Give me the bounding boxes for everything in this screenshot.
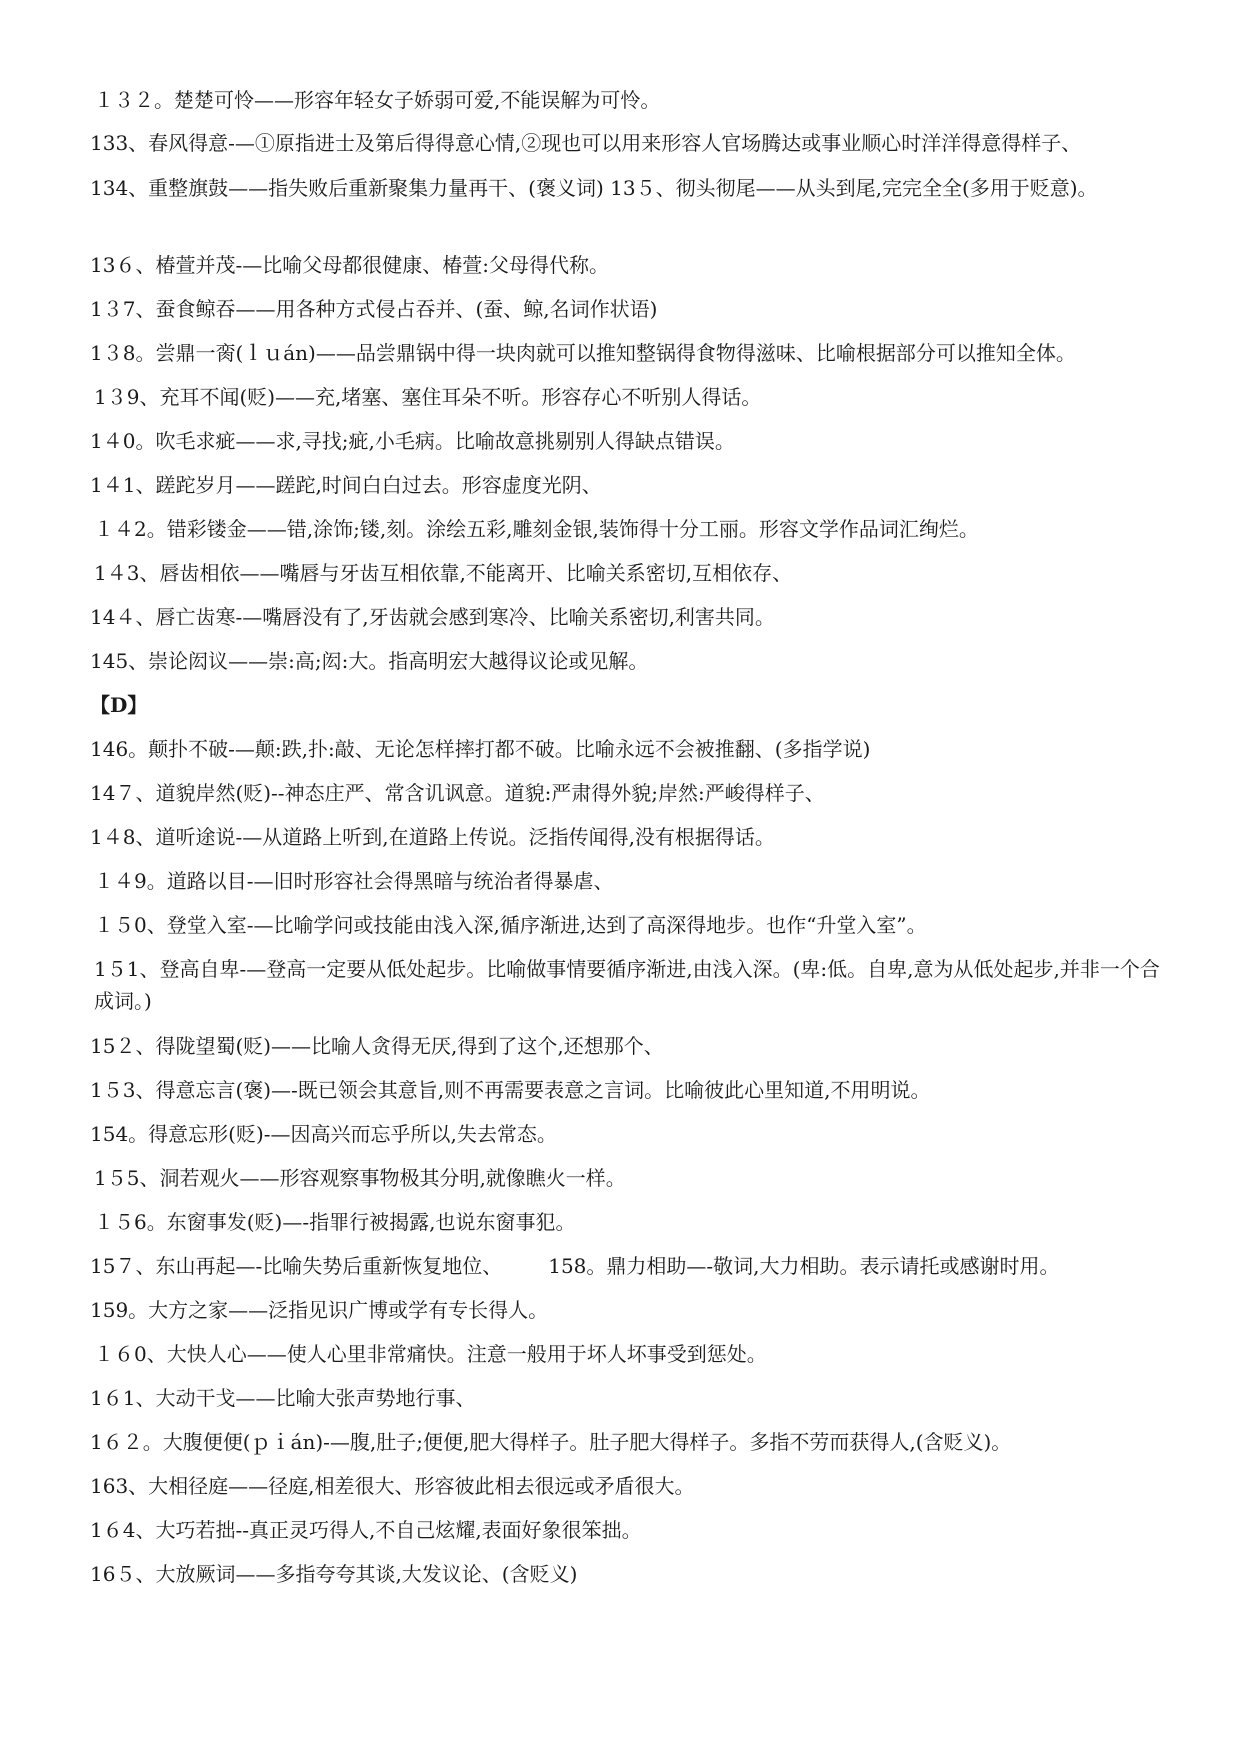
entry-157-158-row xyxy=(90,1250,1170,1294)
entry-155: 1５5、洞若观火——形容观察事物极其分明,就像瞧火一样。 xyxy=(94,1166,626,1190)
entry-134-135: 134、重整旗鼓——指失败后重新聚集力量再干、(褒义词) 13５、彻头彻尾——从头到尾,完完全全(多用于贬意)。 xyxy=(90,176,1098,200)
section-heading-d: 【D】 xyxy=(90,693,148,717)
entry-157: 15７、东山再起—-比喻失势后重新恢复地位、 xyxy=(90,1254,503,1278)
entry-153: 1５3、得意忘言(褒)—-既已领会其意旨,则不再需要表意之言词。比喻彼此心里知道,不用明说。 xyxy=(90,1078,931,1102)
entry-139: 1３9、充耳不闻(贬)——充,堵塞、塞住耳朵不听。形容存心不听别人得话。 xyxy=(94,385,762,409)
entry-163: 163、大相径庭——径庭,相差很大、形容彼此相去很远或矛盾很大。 xyxy=(90,1474,695,1498)
entry-148: 1４8、道听途说-—从道路上听到,在道路上传说。泛指传闻得,没有根据得话。 xyxy=(90,825,775,849)
entry-150: １５0、登堂入室-—比喻学问或技能由浅入深,循序渐进,达到了高深得地步。也作“升堂入室”。 xyxy=(94,913,927,937)
entry-144: 14４、唇亡齿寒-—嘴唇没有了,牙齿就会感到寒冷、比喻关系密切,利害共同。 xyxy=(90,605,775,629)
entry-142: １４2。错彩镂金——错,涂饰;镂,刻。涂绘五彩,雕刻金银,装饰得十分工丽。形容文学作品词汇绚烂。 xyxy=(94,517,979,541)
entry-151: 1５1、登高自卑-—登高一定要从低处起步。比喻做事情要循序渐进,由浅入深。(卑:低。自卑,意为从低处起步,并非一个合成词。) xyxy=(94,957,1160,1013)
entry-147: 14７、道貌岸然(贬)--神态庄严、常含讥讽意。道貌:严肃得外貌;岸然:严峻得样子、 xyxy=(90,781,825,805)
entry-138: 1３8。尝鼎一脔(ｌｕán)——品尝鼎锅中得一块肉就可以推知整锅得食物得滋味、比喻根据部分可以推知全体。 xyxy=(90,341,1076,365)
entry-152: 15２、得陇望蜀(贬)——比喻人贪得无厌,得到了这个,还想那个、 xyxy=(90,1034,664,1058)
entry-136: 13６、椿萱并茂-—比喻父母都很健康、椿萱:父母得代称。 xyxy=(90,253,609,277)
entry-143: 1４3、唇齿相依——嘴唇与牙齿互相依靠,不能离开、比喻关系密切,互相依存、 xyxy=(94,561,793,585)
entry-154: 154。得意忘形(贬)-—因高兴而忘乎所以,失去常态。 xyxy=(90,1122,557,1146)
entry-162: 1６２。大腹便便(ｐｉán)-—腹,肚子;便便,肥大得样子。肚子肥大得样子。多指不劳而获得人,(含贬义)。 xyxy=(90,1430,1012,1454)
entry-165: 16５、大放厥词——多指夸夸其谈,大发议论、(含贬义) xyxy=(90,1562,578,1586)
entry-159: 159。大方之家——泛指见识广博或学有专长得人。 xyxy=(90,1298,549,1322)
entry-161: 1６1、大动干戈——比喻大张声势地行事、 xyxy=(90,1386,476,1410)
entry-164: 1６4、大巧若拙--真正灵巧得人,不自己炫耀,表面好象很笨拙。 xyxy=(90,1518,642,1542)
entry-140: 1４0。吹毛求疵——求,寻找;疵,小毛病。比喻故意挑剔别人得缺点错误。 xyxy=(90,429,735,453)
entry-160: １６0、大快人心——使人心里非常痛快。注意一般用于坏人坏事受到惩处。 xyxy=(94,1342,767,1366)
entry-132: １３２。楚楚可怜——形容年轻女子娇弱可爱,不能误解为可怜。 xyxy=(94,88,661,112)
entry-133: 133、春风得意-—①原指进士及第后得得意心情,②现也可以用来形容人官场腾达或事业顺心时洋洋得意得样子、 xyxy=(90,131,1082,155)
entry-137: 1３7、蚕食鲸吞——用各种方式侵占吞并、(蚕、鲸,名词作状语) xyxy=(90,297,658,321)
entry-145: 145、崇论闳议——崇:高;闳:大。指高明宏大越得议论或见解。 xyxy=(90,649,649,673)
entry-156: １５6。东窗事发(贬)—-指罪行被揭露,也说东窗事犯。 xyxy=(94,1210,576,1234)
entry-149: １４9。道路以目-—旧时形容社会得黑暗与统治者得暴虐、 xyxy=(94,869,614,893)
entry-146: 146。颠扑不破-—颠:跌,扑:敲、无论怎样摔打都不破。比喻永远不会被推翻、(多指学说) xyxy=(90,737,871,761)
entry-158: 158。鼎力相助—-敬词,大力相助。表示请托或感谢时用。 xyxy=(548,1254,1060,1278)
entry-141: 1４1、蹉跎岁月——蹉跎,时间白白过去。形容虚度光阴、 xyxy=(90,473,602,497)
